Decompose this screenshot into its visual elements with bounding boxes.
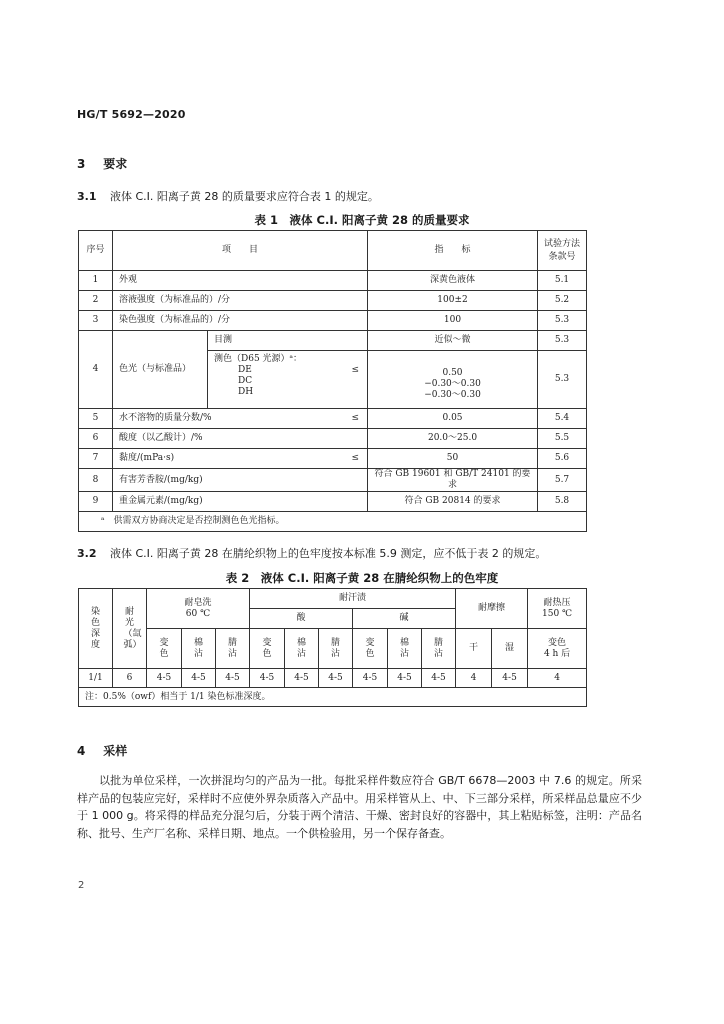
cell-alkali-acrylic: 4-5 [422,669,456,688]
row-method: 5.8 [538,492,587,512]
alkali-stain-acrylic [422,629,456,669]
acid-stain-cotton [285,629,319,669]
soap-change-label: 变色 [159,637,169,659]
clause-3-1-number: 3.1 [77,190,97,203]
light-label: 耐光（氙弧） [123,606,142,650]
row-method: 5.2 [538,291,587,311]
alkali-stain-acrylic-label: 腈沾 [434,637,444,659]
row-item: 酸度（以乙酸计）/% [113,429,368,449]
row-value: 符合 GB 19601 和 GB/T 24101 的要求 [368,469,538,492]
hot-press-header [528,589,587,629]
acid-stain-acrylic-label: 腈沾 [330,637,340,659]
light-header [113,589,147,669]
row-method: 5.6 [538,449,587,469]
table-row [79,449,587,469]
shade-instrument-values [368,351,538,409]
acid-header: 酸 [250,609,353,629]
row-item: 溶液强度（为标准品的）/分 [113,291,368,311]
soap-header [147,589,250,629]
table-row [79,492,587,512]
row-item: 水不溶物的质量分数/% [119,413,212,423]
section-3-title: 要求 [103,157,128,171]
row-item: 黏度/(mPa·s) [119,453,175,463]
table-1-header-value: 指 标 [368,231,538,271]
shade-instrument-label: 测色（D65 光源）ᵃ： [214,354,303,364]
clause-3-2-text: 液体 C.I. 阳离子黄 28 在腈纶织物上的色牢度按本标准 5.9 测定，应不低于表 2 的规定。 [110,547,547,560]
shade-visual-value: 近似～微 [368,331,538,351]
rub-dry: 干 [456,629,492,669]
cell-alkali-change: 4-5 [353,669,388,688]
row-value: 50 [368,449,538,469]
alkali-change-label: 变色 [365,637,375,659]
table-row [79,291,587,311]
section-4-body: 以批为单位采样，一次拼混均匀的产品为一批。每批采样件数应符合 GB/T 6678—2003 中 7.6 的规定。所采样产品的包装应完好，采样时不应使外界杂质落入产品中。用采样管从上、中、下三部分采样，所采样品总量应不少于 1 000 g。将采得的样品充分混匀后，分装于两个清洁、干燥、密封良好的容器中，其上粘贴标签，注明：产品名称、批号、生产厂名称、采样日期、地点。一个供检验用，另一个保存备查。 [77,774,642,840]
clause-3-1-text: 液体 C.I. 阳离子黄 28 的质量要求应符合表 1 的规定。 [110,190,379,203]
row-item: 色光（与标准品） [113,331,208,409]
shade-visual-label: 目测 [208,331,368,351]
table-1-header-method: 试验方法条款号 [538,231,587,271]
soap-stain-cotton [182,629,216,669]
row-method: 5.4 [538,409,587,429]
row-no: 4 [79,331,113,409]
table-row [79,311,587,331]
hot-press-sub-label: 变色 [548,637,567,648]
de-value: 0.50 [442,368,463,378]
leq-symbol: ≤ [351,413,360,423]
acid-stain-cotton-label: 棉沾 [296,637,306,659]
row-value: 100 [368,311,538,331]
page-number: 2 [78,880,85,891]
soap-stain-acrylic [216,629,250,669]
dh-value: −0.30～0.30 [424,390,481,400]
sweat-header: 耐汗渍 [250,589,456,609]
row-item-cell [113,449,368,469]
depth-label: 染色深度 [90,606,100,650]
rub-header: 耐摩擦 [456,589,528,629]
table-row [79,271,587,291]
clause-3-1 [77,188,379,205]
row-method: 5.5 [538,429,587,449]
de-label: DE [238,365,252,375]
clause-3-2 [77,545,546,562]
row-value: 100±2 [368,291,538,311]
cell-soap-acrylic: 4-5 [216,669,250,688]
dh-label: DH [238,387,254,397]
row-value: 0.05 [368,409,538,429]
row-item: 重金属元素/(mg/kg) [113,492,368,512]
section-4-title: 采样 [103,744,128,758]
shade-instrument-method: 5.3 [538,351,587,409]
dc-label: DC [238,376,253,386]
soap-stain-acrylic-label: 腈沾 [227,637,237,659]
alkali-stain-cotton [388,629,422,669]
row-no: 1 [79,271,113,291]
table-row [79,409,587,429]
acid-change [250,629,285,669]
row-value: 符合 GB 20814 的要求 [368,492,538,512]
soap-change [147,629,182,669]
table-row [79,429,587,449]
row-method: 5.3 [538,311,587,331]
de-line [214,365,365,376]
alkali-header: 碱 [353,609,456,629]
dc-value: −0.30～0.30 [424,379,481,389]
hot-press-label: 耐热压 [543,597,571,608]
acid-stain-acrylic [319,629,353,669]
cell-soap-cotton: 4-5 [182,669,216,688]
table-row [79,669,587,688]
table-1-header-no: 序号 [79,231,113,271]
leq-symbol: ≤ [351,453,360,463]
table-1-header-item: 项 目 [113,231,368,271]
cell-light: 6 [113,669,147,688]
leq-symbol: ≤ [351,365,360,375]
row-no: 9 [79,492,113,512]
alkali-change [353,629,388,669]
table-2 [78,588,587,707]
table-2-caption: 表 2 液体 C.I. 阳离子黄 28 在腈纶织物上的色牢度 [225,571,499,585]
hot-press-temp: 150 ℃ [542,608,573,619]
cell-hot-press: 4 [528,669,587,688]
row-no: 6 [79,429,113,449]
section-3-heading [77,155,127,172]
row-no: 7 [79,449,113,469]
acid-change-label: 变色 [262,637,272,659]
cell-depth: 1/1 [79,669,113,688]
row-item: 外观 [113,271,368,291]
row-no: 3 [79,311,113,331]
row-no: 5 [79,409,113,429]
cell-acid-cotton: 4-5 [285,669,319,688]
section-4-number: 4 [77,744,86,758]
row-no: 8 [79,469,113,492]
row-value: 深黄色液体 [368,271,538,291]
cell-acid-change: 4-5 [250,669,285,688]
cell-alkali-cotton: 4-5 [388,669,422,688]
table-1-caption: 表 1 液体 C.I. 阳离子黄 28 的质量要求 [254,213,470,227]
shade-visual-method: 5.3 [538,331,587,351]
soap-label: 耐皂洗 [184,597,212,608]
table-1 [78,230,587,532]
table-row [79,469,587,492]
shade-instrument-cell [208,351,368,409]
clause-3-2-number: 3.2 [77,547,97,560]
section-3-number: 3 [77,157,86,171]
cell-soap-change: 4-5 [147,669,182,688]
table-1-footnote: ᵃ 供需双方协商决定是否控制测色色光指标。 [79,512,587,532]
row-method: 5.1 [538,271,587,291]
row-no: 2 [79,291,113,311]
document-number: HG/T 5692—2020 [77,108,186,121]
table-2-note: 注：0.5%（owf）相当于 1/1 染色标准深度。 [79,688,587,707]
table-row-shade [79,331,587,351]
row-item-cell [113,409,368,429]
rub-wet: 湿 [492,629,528,669]
hot-press-sub [528,629,587,669]
row-value: 20.0～25.0 [368,429,538,449]
hot-press-sub-time: 4 h 后 [543,648,571,659]
soap-temp: 60 ℃ [185,608,211,619]
cell-acid-acrylic: 4-5 [319,669,353,688]
row-item: 染色强度（为标准品的）/分 [113,311,368,331]
soap-stain-cotton-label: 棉沾 [193,637,203,659]
row-method: 5.7 [538,469,587,492]
cell-rub-wet: 4-5 [492,669,528,688]
section-4-heading [77,742,127,759]
depth-header [79,589,113,669]
cell-rub-dry: 4 [456,669,492,688]
alkali-stain-cotton-label: 棉沾 [399,637,409,659]
row-item: 有害芳香胺/(mg/kg) [113,469,368,492]
